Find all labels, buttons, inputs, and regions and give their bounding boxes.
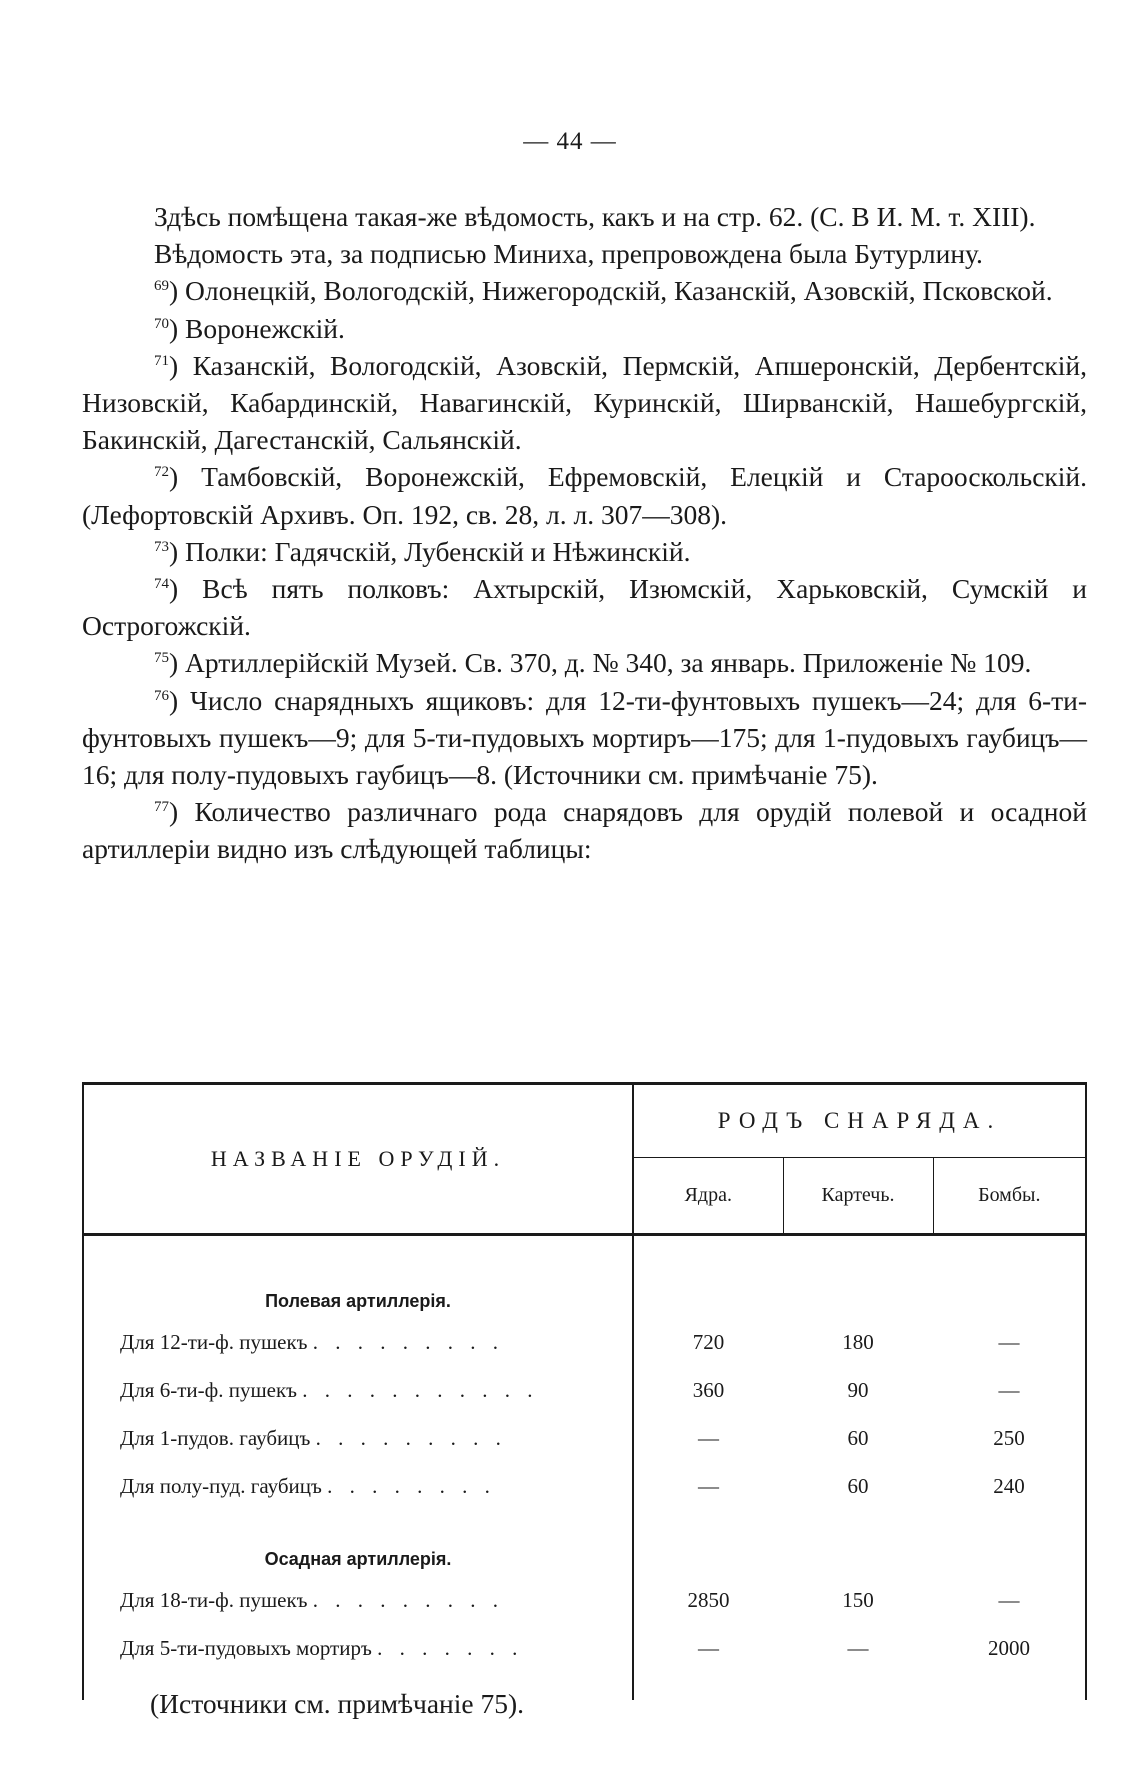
footnote-70 [82,310,1087,347]
row-label: Для 6-ти-ф. пушекъ [120,1377,298,1402]
value-bombs: 240 [933,1462,1086,1510]
source-note: (Источники см. примѣчаніе 75). [150,1688,525,1719]
row-label: Для 12-ти-ф. пушекъ [120,1329,308,1354]
value-canister: — [847,1635,869,1660]
leader-dots: . . . . . . . [377,1635,524,1660]
header-bombs: Бомбы. [933,1158,1086,1235]
value-cannonballs: 2850 [687,1587,730,1612]
table-row [83,1414,1086,1462]
page-number: — 44 — [523,128,617,155]
value-cannonballs: 360 [692,1377,725,1402]
footnote-marker: 77 [154,799,169,816]
footnote-marker: 74 [154,575,169,592]
leader-dots: . . . . . . . . . [312,1587,505,1612]
footnote-text: ) Казанскій, Вологодскій, Азовскій, Пермскій, Апшеронскій, Дербентскій, Низовскій, Кабардинскій, Навагинскій, Куринскій, Ширванскій, Нашебургскій, Бакинскій, Дагестанскій, Сальянскій. [82,349,1087,456]
leader-dots: . . . . . . . . . . . [302,1377,539,1402]
table-row [83,1624,1086,1672]
value-cannonballs: — [698,1473,719,1498]
value-canister: 90 [847,1377,869,1402]
footnote-marker: 70 [154,315,169,332]
header-weapon-name: НАЗВАНІЕ ОРУДІЙ. [83,1084,633,1235]
footnote-marker: 75 [154,650,169,667]
footnote-text: ) Всѣ пять полковъ: Ахтырскій, Изюмскій, Харьковскій, Сумскій и Острогожскій. [82,573,1087,642]
row-label: Для полу-пуд. гаубицъ [120,1473,322,1498]
header-shell-type: РОДЪ СНАРЯДА. [633,1084,1086,1158]
value-bombs: 250 [933,1414,1086,1462]
value-canister: 60 [847,1473,869,1498]
value-bombs: — [933,1366,1086,1414]
footnote-marker: 71 [154,352,169,369]
footnote-75 [82,644,1087,681]
footnote-text: ) Число снарядныхъ ящиковъ: для 12-ти-фунтовыхъ пушекъ—24; для 6-ти-фунтовыхъ пушекъ—9; для 5-ти-пудовыхъ мортиръ—175; для 1-пудовыхъ гаубицъ—16; для полу-пудовыхъ гаубицъ—8. (Источники см. примѣчаніе 75). [82,684,1087,791]
footnote-marker: 73 [154,538,169,555]
table-row [83,1318,1086,1366]
footnote-text: ) Артиллерійскій Музей. Св. 370, д. № 340, за январь. Приложеніе № 109. [169,647,1032,679]
value-canister: 150 [842,1587,874,1612]
section-title-siege-artillery: Осадная артиллерія. [83,1510,633,1576]
value-bombs: — [933,1318,1086,1366]
paragraph-miniha: Вѣдомость эта, за подписью Миниха, препровождена была Бутурлину. [154,238,983,270]
footnote-text: ) Олонецкій, Вологодскій, Нижегородскій, Казанскій, Азовскій, Псковской. [169,275,1053,307]
paragraph-intro: Здѣсь помѣщена такая-же вѣдомость, какъ и на стр. 62. (С. В И. М. т. XIII). [154,201,1036,232]
footnote-74 [82,570,1087,644]
leader-dots: . . . . . . . . . [315,1425,507,1450]
footnote-73 [82,533,1087,570]
section-title-field-artillery: Полевая артиллерія. [83,1252,633,1318]
value-bombs: — [933,1576,1086,1624]
footnote-text: ) Воронежскій. [169,312,345,344]
row-label: Для 5-ти-пудовыхъ мортиръ [120,1635,372,1660]
value-canister: 180 [842,1329,874,1354]
footnote-text: ) Количество различнаго рода снарядовъ для орудій полевой и осадной артиллеріи видно изъ слѣдующей таблицы: [82,796,1087,865]
value-cannonballs: — [698,1635,719,1660]
value-cannonballs: 720 [692,1329,725,1354]
leader-dots: . . . . . . . . [327,1473,496,1498]
footnote-text: ) Тамбовскій, Воронежскій, Ефремовскій, Елецкій и Старооскольскій. (Лефортовскій Архивъ. Оп. 192, св. 28, л. л. 307—308). [82,461,1087,530]
table-row [83,1366,1086,1414]
footnote-71 [82,347,1087,459]
footnote-marker: 69 [154,278,169,295]
row-label: Для 18-ти-ф. пушекъ [120,1587,308,1612]
footnote-69 [82,272,1087,309]
footnote-marker: 76 [154,687,169,704]
footnote-72 [82,458,1087,532]
ammunition-table [82,1082,1087,1700]
leader-dots: . . . . . . . . . [312,1329,505,1354]
header-canister: Картечь. [783,1158,933,1235]
value-cannonballs: — [698,1425,719,1450]
value-canister: 60 [847,1425,869,1450]
footnote-77 [82,793,1087,867]
table-row [83,1576,1086,1624]
table-row [83,1462,1086,1510]
header-cannonballs: Ядра. [633,1158,783,1235]
footnote-text: ) Полки: Гадячскій, Лубенскій и Нѣжинскій. [169,535,691,567]
footnote-76 [82,682,1087,794]
row-label: Для 1-пудов. гаубицъ [120,1425,311,1450]
footnote-marker: 72 [154,464,169,481]
body-text [82,198,1087,868]
value-bombs: 2000 [933,1624,1086,1672]
